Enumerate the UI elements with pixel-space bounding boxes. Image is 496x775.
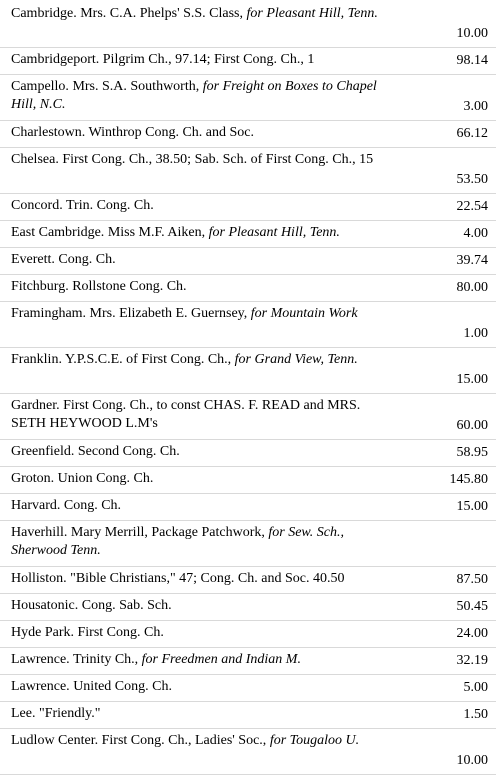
- entry-donor: Rollstone Cong. Ch.: [72, 279, 187, 294]
- ledger-entry: [0, 675, 496, 702]
- entry-donor: "Bible Christians," 47; Cong. Ch. and Soc. 40.50: [70, 571, 345, 586]
- entry-amount: 53.50: [456, 172, 488, 187]
- ledger-entry: [0, 521, 496, 567]
- entry-description: [11, 278, 381, 296]
- entry-description: [11, 470, 381, 488]
- entry-amount: 50.45: [456, 599, 488, 614]
- entry-amount: 98.14: [456, 53, 488, 68]
- entry-place: Groton.: [11, 471, 55, 486]
- entry-donor: Y.P.S.C.E. of First Cong. Ch.,: [64, 352, 232, 367]
- entry-donor: First Cong. Ch., to const CHAS. F. READ and MRS. SETH HEYWOOD L.M's: [11, 398, 361, 431]
- entry-place: Concord.: [11, 198, 63, 213]
- entry-place: Haverhill.: [11, 525, 68, 540]
- entry-place: Lee.: [11, 706, 36, 721]
- entry-place: Fitchburg.: [11, 279, 69, 294]
- entry-donor: Cong. Ch.: [58, 252, 116, 267]
- entry-place: Franklin.: [11, 352, 62, 367]
- entry-amount: 80.00: [456, 280, 488, 295]
- entry-donor: "Friendly.": [38, 706, 101, 721]
- ledger-entry: [0, 121, 496, 148]
- entry-description: [11, 251, 381, 269]
- entry-description: [11, 5, 381, 23]
- entry-place: Hyde Park.: [11, 625, 74, 640]
- entry-donor: Pilgrim Ch., 97.14; First Cong. Ch., 1: [102, 52, 315, 67]
- entry-amount: 15.00: [456, 499, 488, 514]
- entry-place: Housatonic.: [11, 598, 79, 613]
- ledger-entry: [0, 729, 496, 775]
- entry-description: [11, 443, 381, 461]
- ledger-entry: [0, 567, 496, 594]
- entry-purpose: for Pleasant Hill, Tenn.: [246, 6, 378, 21]
- entry-description: [11, 305, 381, 323]
- entry-description: [11, 678, 381, 696]
- entry-amount: 3.00: [463, 99, 488, 114]
- entry-donor: United Cong. Ch.: [73, 679, 172, 694]
- entry-description: [11, 51, 381, 69]
- entry-donor: First Cong. Ch., 38.50; Sab. Sch. of First Cong. Ch., 15: [62, 152, 374, 167]
- entry-description: [11, 497, 381, 515]
- entry-description: [11, 651, 381, 669]
- entry-donor: Trinity Ch.,: [72, 652, 139, 667]
- entry-donor: Miss M.F. Aiken,: [107, 225, 206, 240]
- entry-donor: Cong. Sab. Sch.: [81, 598, 172, 613]
- ledger-entry: [0, 194, 496, 221]
- entry-description: [11, 197, 381, 215]
- ledger-entry: [0, 594, 496, 621]
- ledger-entry: [0, 394, 496, 440]
- ledger-entry: [0, 467, 496, 494]
- entry-purpose: for Freedmen and Indian M.: [141, 652, 301, 667]
- ledger-entry: [0, 621, 496, 648]
- entry-purpose: for Freight on Boxes to Chapel Hill, N.C.: [11, 79, 377, 112]
- entry-description: [11, 397, 381, 433]
- entry-place: Ludlow Center.: [11, 733, 99, 748]
- entry-description: [11, 624, 381, 642]
- entry-amount: 145.80: [449, 472, 488, 487]
- entry-amount: 10.00: [456, 753, 488, 768]
- entry-amount: 60.00: [456, 418, 488, 433]
- entry-place: Charlestown.: [11, 125, 86, 140]
- entry-purpose: for Grand View, Tenn.: [234, 352, 358, 367]
- ledger-entry: [0, 275, 496, 302]
- entry-purpose: for Sew. Sch., Sherwood Tenn.: [11, 525, 344, 558]
- entry-place: Cambridge.: [11, 6, 77, 21]
- entry-donor: First Cong. Ch., Ladies' Soc.,: [101, 733, 267, 748]
- entry-amount: 15.00: [456, 372, 488, 387]
- entry-place: Lawrence.: [11, 652, 70, 667]
- ledger-entry: [0, 494, 496, 521]
- entry-description: [11, 597, 381, 615]
- entry-purpose: for Mountain Work: [250, 306, 358, 321]
- entry-description: [11, 224, 381, 242]
- ledger-entry: [0, 648, 496, 675]
- entry-description: [11, 732, 381, 750]
- entry-place: Gardner.: [11, 398, 60, 413]
- entry-amount: 10.00: [456, 26, 488, 41]
- entry-place: Harvard.: [11, 498, 61, 513]
- ledger-entry: [0, 248, 496, 275]
- entry-amount: 87.50: [456, 572, 488, 587]
- ledger-entry: [0, 702, 496, 729]
- entry-place: Greenfield.: [11, 444, 75, 459]
- entry-description: [11, 705, 381, 723]
- entry-amount: 39.74: [456, 253, 488, 268]
- entry-donor: Winthrop Cong. Ch. and Soc.: [88, 125, 254, 140]
- entry-description: [11, 570, 381, 588]
- entry-description: [11, 78, 381, 114]
- entry-purpose: for Tougaloo U.: [269, 733, 360, 748]
- ledger-entry: [0, 221, 496, 248]
- entry-description: [11, 124, 381, 142]
- entry-amount: 1.50: [463, 707, 488, 722]
- entry-amount: 32.19: [456, 653, 488, 668]
- ledger-entry: [0, 302, 496, 348]
- ledger-entry: [0, 75, 496, 121]
- entry-amount: 24.00: [456, 626, 488, 641]
- entry-donor: Mrs. S.A. Southworth,: [72, 79, 200, 94]
- entry-purpose: for Pleasant Hill, Tenn.: [208, 225, 340, 240]
- entry-place: Holliston.: [11, 571, 67, 586]
- entry-donor: Trin. Cong. Ch.: [65, 198, 154, 213]
- entry-donor: Cong. Ch.: [63, 498, 122, 513]
- entry-donor: First Cong. Ch.: [77, 625, 164, 640]
- entry-amount: 1.00: [463, 326, 488, 341]
- entry-donor: Mary Merrill, Package Patchwork,: [70, 525, 265, 540]
- entry-place: Campello.: [11, 79, 69, 94]
- entry-donor: Mrs. C.A. Phelps' S.S. Class,: [80, 6, 243, 21]
- entry-description: [11, 524, 381, 560]
- entry-place: Framingham.: [11, 306, 87, 321]
- entry-place: Everett.: [11, 252, 55, 267]
- entry-place: East Cambridge.: [11, 225, 105, 240]
- entry-amount: 58.95: [456, 445, 488, 460]
- ledger-entry: [0, 148, 496, 194]
- ledger-entry: [0, 48, 496, 75]
- entry-place: Chelsea.: [11, 152, 59, 167]
- entry-amount: 5.00: [463, 680, 488, 695]
- entry-amount: 66.12: [456, 126, 488, 141]
- entry-donor: Mrs. Elizabeth E. Guernsey,: [89, 306, 248, 321]
- entry-amount: 22.54: [456, 199, 488, 214]
- entry-donor: Second Cong. Ch.: [77, 444, 180, 459]
- entry-place: Lawrence.: [11, 679, 70, 694]
- ledger-entry: [0, 0, 496, 48]
- entry-amount: 4.00: [463, 226, 488, 241]
- entry-donor: Union Cong. Ch.: [57, 471, 154, 486]
- entry-description: [11, 151, 381, 169]
- entry-place: Cambridgeport.: [11, 52, 100, 67]
- entry-description: [11, 351, 381, 369]
- ledger-entry: [0, 440, 496, 467]
- ledger-entry: [0, 348, 496, 394]
